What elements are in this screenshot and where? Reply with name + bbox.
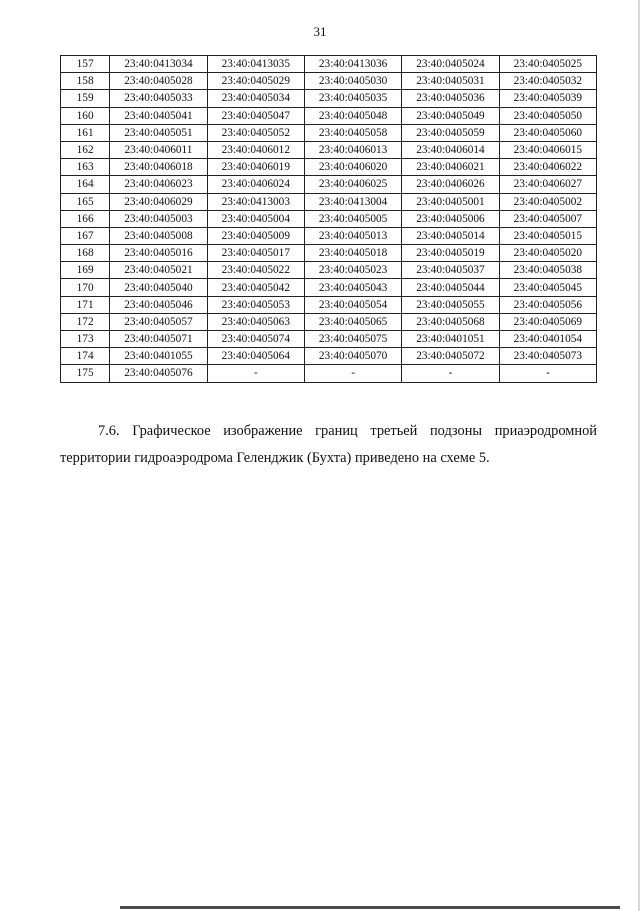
cadastral-number-cell: 23:40:0405015 bbox=[499, 227, 596, 244]
cadastral-number-cell: 23:40:0405030 bbox=[304, 73, 401, 90]
cadastral-number-cell: 23:40:0405038 bbox=[499, 262, 596, 279]
row-number-cell: 161 bbox=[61, 124, 110, 141]
cadastral-number-cell: 23:40:0413036 bbox=[304, 56, 401, 73]
table-row bbox=[61, 348, 597, 365]
cadastral-number-cell: 23:40:0405031 bbox=[402, 73, 499, 90]
cadastral-number-cell: 23:40:0406015 bbox=[499, 141, 596, 158]
cadastral-number-cell: 23:40:0405042 bbox=[207, 279, 304, 296]
cadastral-number-cell: 23:40:0405003 bbox=[110, 210, 207, 227]
paragraph-line-1: 7.6. Графическое изображение границ третьей подзоны приаэродромной bbox=[98, 423, 597, 439]
cadastral-number-cell: 23:40:0405069 bbox=[499, 313, 596, 330]
cadastral-number-cell: 23:40:0405034 bbox=[207, 90, 304, 107]
cadastral-number-cell: 23:40:0405040 bbox=[110, 279, 207, 296]
cadastral-number-cell: 23:40:0405014 bbox=[402, 227, 499, 244]
row-number-cell: 171 bbox=[61, 296, 110, 313]
row-number-cell: 157 bbox=[61, 56, 110, 73]
cadastral-number-cell: 23:40:0405021 bbox=[110, 262, 207, 279]
table-row bbox=[61, 73, 597, 90]
row-number-cell: 160 bbox=[61, 107, 110, 124]
row-number-cell: 166 bbox=[61, 210, 110, 227]
table-row bbox=[61, 210, 597, 227]
cadastral-number-cell: 23:40:0405075 bbox=[304, 331, 401, 348]
cadastral-number-cell: 23:40:0405025 bbox=[499, 56, 596, 73]
cadastral-number-cell: 23:40:0406023 bbox=[110, 176, 207, 193]
cadastral-number-cell: 23:40:0401051 bbox=[402, 331, 499, 348]
cadastral-number-cell: 23:40:0405013 bbox=[304, 227, 401, 244]
cadastral-number-cell: 23:40:0405019 bbox=[402, 245, 499, 262]
cadastral-number-cell: 23:40:0405028 bbox=[110, 73, 207, 90]
table-body bbox=[61, 56, 597, 383]
cadastral-number-cell: 23:40:0405037 bbox=[402, 262, 499, 279]
cadastral-number-cell: 23:40:0405052 bbox=[207, 124, 304, 141]
cadastral-number-cell: 23:40:0405009 bbox=[207, 227, 304, 244]
page-number: 31 bbox=[313, 24, 327, 39]
cadastral-number-cell: 23:40:0405008 bbox=[110, 227, 207, 244]
cadastral-number-cell: 23:40:0405070 bbox=[304, 348, 401, 365]
cadastral-number-cell: 23:40:0405039 bbox=[499, 90, 596, 107]
cadastral-number-cell: 23:40:0405001 bbox=[402, 193, 499, 210]
cadastral-number-cell: 23:40:0406020 bbox=[304, 159, 401, 176]
cadastral-number-cell: 23:40:0405036 bbox=[402, 90, 499, 107]
paragraph-line-2: территории гидроаэродрома Геленджик (Бухта) приведено на схеме 5. bbox=[60, 450, 490, 466]
row-number-cell: 164 bbox=[61, 176, 110, 193]
cadastral-number-cell: 23:40:0405029 bbox=[207, 73, 304, 90]
cadastral-number-cell: 23:40:0405068 bbox=[402, 313, 499, 330]
cadastral-number-cell: 23:40:0405057 bbox=[110, 313, 207, 330]
cadastral-number-cell: 23:40:0405035 bbox=[304, 90, 401, 107]
cadastral-number-cell: 23:40:0405055 bbox=[402, 296, 499, 313]
cadastral-number-cell: 23:40:0405054 bbox=[304, 296, 401, 313]
row-number-cell: 167 bbox=[61, 227, 110, 244]
table-row bbox=[61, 365, 597, 382]
cadastral-numbers-table bbox=[60, 55, 597, 383]
cadastral-number-cell: 23:40:0406012 bbox=[207, 141, 304, 158]
cadastral-number-cell: - bbox=[499, 365, 596, 382]
cadastral-number-cell: 23:40:0406013 bbox=[304, 141, 401, 158]
cadastral-number-cell: 23:40:0413034 bbox=[110, 56, 207, 73]
cadastral-number-cell: 23:40:0405074 bbox=[207, 331, 304, 348]
cadastral-number-cell: 23:40:0405047 bbox=[207, 107, 304, 124]
cadastral-number-cell: 23:40:0405016 bbox=[110, 245, 207, 262]
cadastral-number-cell: 23:40:0413003 bbox=[207, 193, 304, 210]
cadastral-number-cell: - bbox=[402, 365, 499, 382]
cadastral-number-cell: 23:40:0406019 bbox=[207, 159, 304, 176]
cadastral-number-cell: 23:40:0405032 bbox=[499, 73, 596, 90]
cadastral-number-cell: 23:40:0405072 bbox=[402, 348, 499, 365]
row-number-cell: 162 bbox=[61, 141, 110, 158]
cadastral-number-cell: 23:40:0405005 bbox=[304, 210, 401, 227]
cadastral-number-cell: 23:40:0406026 bbox=[402, 176, 499, 193]
cadastral-number-cell: 23:40:0405056 bbox=[499, 296, 596, 313]
row-number-cell: 168 bbox=[61, 245, 110, 262]
cadastral-number-cell: 23:40:0405006 bbox=[402, 210, 499, 227]
cadastral-number-cell: - bbox=[304, 365, 401, 382]
cadastral-number-cell: 23:40:0406011 bbox=[110, 141, 207, 158]
cadastral-number-cell: 23:40:0405073 bbox=[499, 348, 596, 365]
row-number-cell: 163 bbox=[61, 159, 110, 176]
cadastral-number-cell: 23:40:0401054 bbox=[499, 331, 596, 348]
cadastral-number-cell: 23:40:0405044 bbox=[402, 279, 499, 296]
cadastral-number-cell: 23:40:0405043 bbox=[304, 279, 401, 296]
cadastral-number-cell: 23:40:0405063 bbox=[207, 313, 304, 330]
cadastral-number-cell: 23:40:0406022 bbox=[499, 159, 596, 176]
cadastral-number-cell: 23:40:0405033 bbox=[110, 90, 207, 107]
row-number-cell: 175 bbox=[61, 365, 110, 382]
row-number-cell: 169 bbox=[61, 262, 110, 279]
cadastral-number-cell: 23:40:0405048 bbox=[304, 107, 401, 124]
cadastral-number-cell: 23:40:0405045 bbox=[499, 279, 596, 296]
table-row bbox=[61, 296, 597, 313]
table-row bbox=[61, 159, 597, 176]
cadastral-number-cell: 23:40:0405064 bbox=[207, 348, 304, 365]
row-number-cell: 165 bbox=[61, 193, 110, 210]
cadastral-number-cell: 23:40:0405059 bbox=[402, 124, 499, 141]
row-number-cell: 174 bbox=[61, 348, 110, 365]
cadastral-number-cell: 23:40:0406029 bbox=[110, 193, 207, 210]
table-row bbox=[61, 90, 597, 107]
cadastral-number-cell: 23:40:0405046 bbox=[110, 296, 207, 313]
cadastral-number-cell: 23:40:0406025 bbox=[304, 176, 401, 193]
table-row bbox=[61, 56, 597, 73]
cadastral-number-cell: 23:40:0401055 bbox=[110, 348, 207, 365]
cadastral-number-cell: 23:40:0405049 bbox=[402, 107, 499, 124]
table-row bbox=[61, 193, 597, 210]
cadastral-number-cell: 23:40:0406018 bbox=[110, 159, 207, 176]
cadastral-number-cell: 23:40:0405023 bbox=[304, 262, 401, 279]
cadastral-number-cell: 23:40:0405022 bbox=[207, 262, 304, 279]
row-number-cell: 170 bbox=[61, 279, 110, 296]
table-row bbox=[61, 227, 597, 244]
cadastral-number-cell: 23:40:0405071 bbox=[110, 331, 207, 348]
cadastral-number-cell: 23:40:0413004 bbox=[304, 193, 401, 210]
cadastral-number-cell: 23:40:0405041 bbox=[110, 107, 207, 124]
row-number-cell: 172 bbox=[61, 313, 110, 330]
table-row bbox=[61, 176, 597, 193]
row-number-cell: 159 bbox=[61, 90, 110, 107]
row-number-cell: 173 bbox=[61, 331, 110, 348]
cadastral-number-cell: 23:40:0406021 bbox=[402, 159, 499, 176]
cadastral-number-cell: 23:40:0405076 bbox=[110, 365, 207, 382]
cadastral-number-cell: 23:40:0405065 bbox=[304, 313, 401, 330]
cadastral-number-cell: 23:40:0405018 bbox=[304, 245, 401, 262]
cadastral-number-cell: 23:40:0405002 bbox=[499, 193, 596, 210]
cadastral-number-cell: 23:40:0406024 bbox=[207, 176, 304, 193]
cadastral-number-cell: 23:40:0405051 bbox=[110, 124, 207, 141]
cadastral-number-cell: 23:40:0405007 bbox=[499, 210, 596, 227]
cadastral-number-cell: 23:40:0405058 bbox=[304, 124, 401, 141]
cadastral-number-cell: 23:40:0406027 bbox=[499, 176, 596, 193]
table-row bbox=[61, 313, 597, 330]
cadastral-number-cell: 23:40:0405024 bbox=[402, 56, 499, 73]
table-row bbox=[61, 279, 597, 296]
table-row bbox=[61, 262, 597, 279]
table-row bbox=[61, 141, 597, 158]
cadastral-number-cell: 23:40:0406014 bbox=[402, 141, 499, 158]
section-paragraph bbox=[60, 418, 597, 472]
cadastral-number-cell: 23:40:0405050 bbox=[499, 107, 596, 124]
cadastral-number-cell: 23:40:0413035 bbox=[207, 56, 304, 73]
cadastral-number-cell: 23:40:0405004 bbox=[207, 210, 304, 227]
table-row bbox=[61, 124, 597, 141]
cadastral-number-cell: 23:40:0405017 bbox=[207, 245, 304, 262]
row-number-cell: 158 bbox=[61, 73, 110, 90]
cadastral-number-cell: 23:40:0405053 bbox=[207, 296, 304, 313]
cadastral-number-cell: - bbox=[207, 365, 304, 382]
cadastral-number-cell: 23:40:0405060 bbox=[499, 124, 596, 141]
table-row bbox=[61, 245, 597, 262]
table-row bbox=[61, 331, 597, 348]
table-row bbox=[61, 107, 597, 124]
scan-edge-bottom bbox=[120, 906, 620, 909]
cadastral-number-cell: 23:40:0405020 bbox=[499, 245, 596, 262]
